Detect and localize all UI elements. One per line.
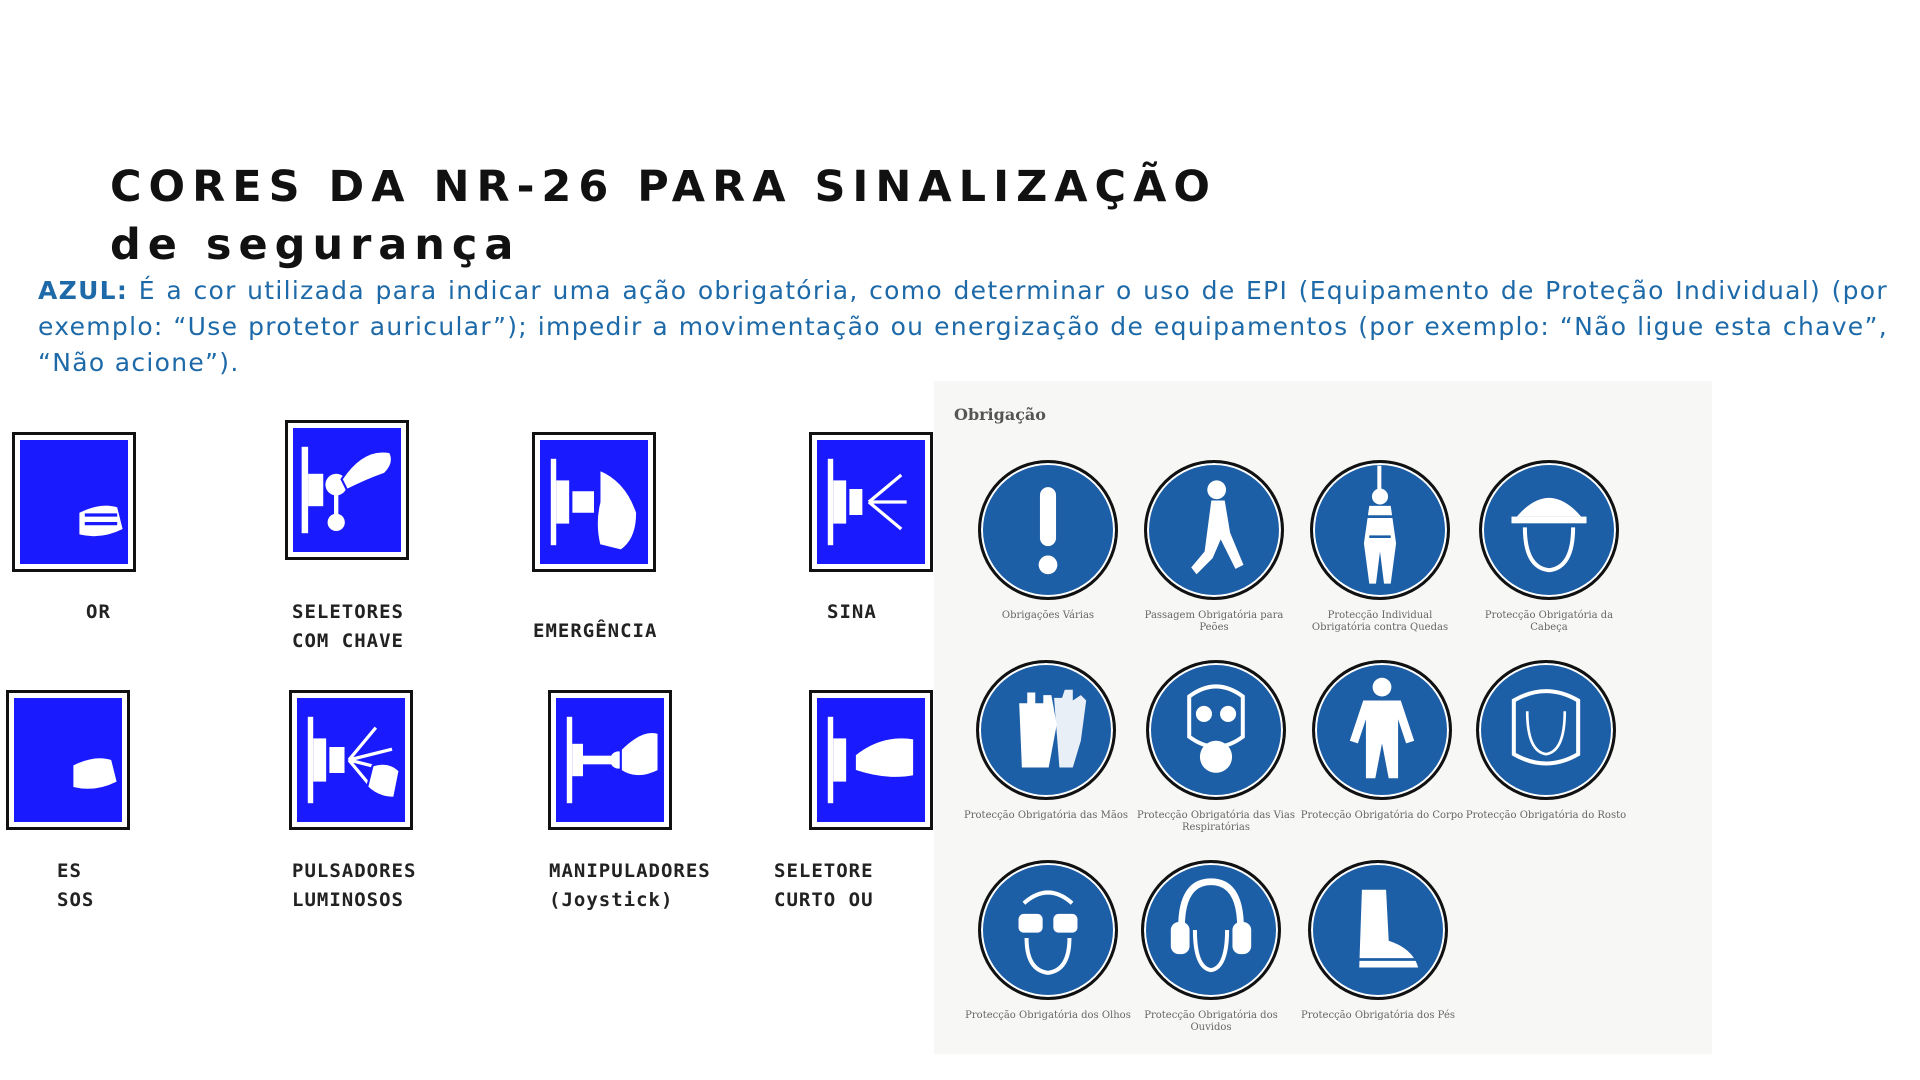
goggles-icon [981,863,1115,997]
icon-caption: Protecção Obrigatória dos Pés [1301,1010,1455,1021]
icon-caption: Protecção Obrigatória das Mãos [964,810,1128,821]
sign-label: SELETORES COM CHAVE [292,601,404,652]
icon-caption: Passagem Obrigatória para Peões [1144,610,1284,633]
coverall-icon [1315,663,1449,797]
obligation-item [1299,660,1465,822]
gas-mask-icon [1149,663,1283,797]
hand-selector-icon [14,698,122,822]
sign-key-selector [285,420,409,560]
sign-label: PULSADORES LUMINOSOS [292,860,417,911]
color-description-text: É a cor utilizada para indicar uma ação obrigatória, como determinar o uso de EPI (Equipamento de Proteção Individual) (por exemplo: “Use protetor auricular”); impedir a movimentação ou energização de equipamentos (por exemplo: “Não ligue esta chave”, “Não acione”). [38,276,1888,377]
obligation-item [965,460,1131,622]
obligation-signs-panel [934,381,1712,1054]
sign-label: EMERGÊNCIA [533,620,658,642]
gloves-icon [979,663,1113,797]
pedestrian-icon [1147,463,1281,597]
sign-hand-selector [12,432,136,572]
emergency-button-icon [540,440,648,564]
icon-caption: Obrigações Várias [1001,610,1095,621]
obligation-item [963,660,1129,822]
illuminated-pushbutton-icon [297,698,405,822]
sign-label: SELETORE CURTO OU [774,860,874,911]
boot-icon [1311,863,1445,997]
sign-label: SINA [827,601,877,623]
icon-caption: Protecção Obrigatória dos Ouvidos [1144,1010,1278,1033]
icon-caption: Protecção Individual Obrigatória contra Quedas [1311,610,1449,633]
icon-caption: Protecção Obrigatória das Vias Respiratórias [1137,810,1295,833]
sign-label: MANIPULADORES (Joystick) [549,860,711,911]
icon-caption: Protecção Obrigatória dos Olhos [965,1010,1131,1021]
icon-caption: Protecção Obrigatória da Cabeça [1484,610,1614,633]
color-label: AZUL: [38,276,129,305]
exclamation-icon [981,463,1115,597]
page-title: CORES DA NR-26 PARA SINALIZAÇÃO de segurança [110,162,1217,270]
sign-signal [809,432,933,572]
sign-hand-selector [6,690,130,830]
icon-caption: Protecção Obrigatória do Rosto [1465,810,1627,821]
key-selector-icon [293,428,401,552]
obligation-item [1463,660,1629,822]
face-shield-icon [1479,663,1613,797]
obligation-item [1295,860,1461,1022]
short-selector-icon [817,698,925,822]
obligation-item [1131,460,1297,634]
sign-label: OR [86,601,111,623]
obligation-item [965,860,1131,1022]
blue-color-description [38,273,1888,381]
harness-icon [1313,463,1447,597]
control-signs-panel [57,410,882,930]
joystick-icon [556,698,664,822]
sign-short-selector [809,690,933,830]
ear-protection-icon [1144,863,1278,997]
obligation-item [1297,460,1463,634]
hand-selector-icon [20,440,128,564]
signal-button-icon [817,440,925,564]
sign-label: ES SOS [57,860,95,911]
sign-emergency [532,432,656,572]
icon-caption: Protecção Obrigatória do Corpo [1300,810,1464,821]
obligation-item [1466,460,1632,634]
obligation-item [1128,860,1294,1034]
helmet-icon [1482,463,1616,597]
panel-heading: Obrigação [954,405,1046,424]
obligation-item [1133,660,1299,834]
sign-joystick [548,690,672,830]
sign-illuminated-pushbutton [289,690,413,830]
